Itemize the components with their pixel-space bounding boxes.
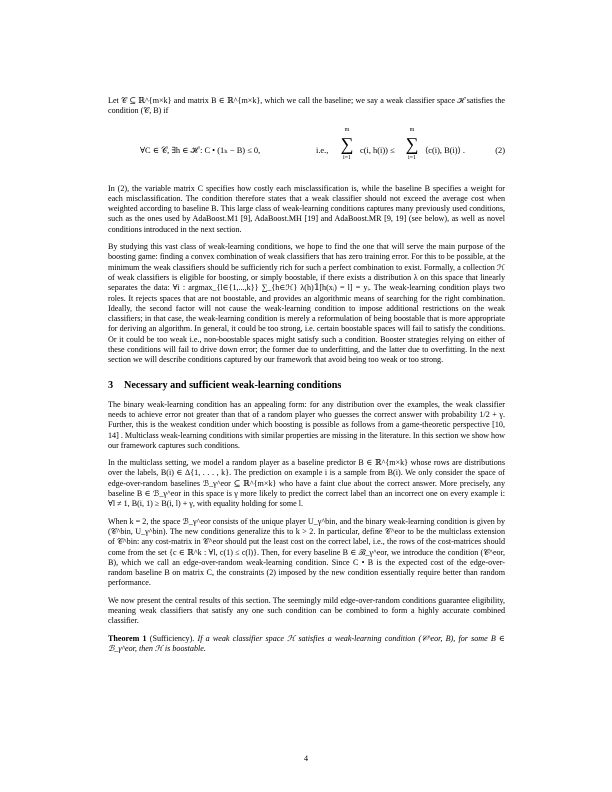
sum-left-top: m	[344, 126, 350, 133]
paragraph-3: The binary weak-learning condition has an appealing form: for any distribution over the examples, the weak classifier needs to achieve error not greater than that of a random player who guesses the correct answer with probability 1/2 + γ. Further, this is the weakest condition under which boosting is possible as follows from a game-theoretic perspective [10, 14] . Multiclass weak-learning conditions with similar properties are missing in the literature. In this section we show how our framework captures such conditions.	[108, 399, 505, 450]
equation-lhs: ∀C ∈ 𝒞, ∃h ∈ ℋ : C • (1ₕ − B) ≤ 0,	[140, 145, 261, 155]
sum-right-top: m	[409, 126, 415, 133]
theorem-name: (Sufficiency).	[149, 633, 195, 643]
theorem-text: If a weak classifier space ℋ satisfies a weak-learning condition (𝒞^eor, B), for some B ∈ ℬ_γ^eor, then ℋ is boostable.	[108, 633, 506, 653]
paragraph-5: When k = 2, the space ℬ_γ^eor consists of the unique player U_γ^bin, and the binary weak-learning condition is given by (𝒞^bin, U_γ^bin). The new conditions generalize this to k > 2. In particular, define 𝒞^eor to be the multiclass extension of 𝒞^bin: any cost-matrix in 𝒞^eor should put the least cost on the correct label, i.e., the rows of the cost-matrices should come from the set {c ∈ ℝ^k : ∀l, c(1) ≤ c(l)}. Then, for every baseline B ∈ ℬ_γ^eor, we introduce the condition (𝒞^eor, B), which we call an edge-over-random weak-learning condition. Since C • B is the expected cost of the edge-over-random baseline B on matrix C, the constraints (2) imposed by the new condition essentially require better than random performance.	[108, 516, 505, 588]
theorem-label: Theorem 1	[108, 633, 147, 643]
equation-term-left: c(i, h(i)) ≤	[360, 145, 395, 155]
sum-right-bottom: i=1	[407, 154, 417, 161]
equation-2	[108, 124, 505, 178]
page-number: 4	[303, 754, 309, 763]
equation-sum-right	[401, 126, 423, 162]
equation-term-right: ⟨c(i), B(i)⟩ .	[425, 145, 466, 155]
paragraph-2: By studying this vast class of weak-learning conditions, we hope to find the one that will serve the main purpose of the boosting game: finding a convex combination of weak classifiers that has zero training error. For this to be possible, at the minimum the weak classifiers should be sufficiently rich for such a perfect combination to exist. Formally, a collection ℋ of weak classifiers is eligible for boosting, or simply boostable, if there exists a distribution λ on this space that linearly separates the data: ∀i : argmax_{l∈{1,...,k}} ∑_{h∈ℋ} λ(h)𝟙[h(xᵢ) = l] = yᵢ. The weak-learning condition plays two roles. It rejects spaces that are not boostable, and provides an algorithmic means of searching for the right combination. Ideally, the second factor will not cause the weak-learning condition to impose additional restrictions on the weak classifiers; in that case, the weak-learning condition is merely a reformulation of being boostable that is more appropriate for deriving an algorithm. In general, it could be too strong, i.e. certain boostable spaces will fail to satisfy the conditions. Or it could be too weak i.e., non-boostable spaces might satisfy such a condition. Booster strategies relying on either of these conditions will fail to drive down error; the former due to underfitting, and the latter due to overfitting. In the next section we will describe conditions captured by our framework that avoid being too weak or too strong.	[108, 242, 505, 365]
equation-number: (2)	[495, 145, 505, 155]
section-number: 3	[108, 379, 114, 391]
sum-left-bottom: i=1	[342, 154, 352, 161]
equation-ie: i.e.,	[316, 145, 329, 155]
theorem-1	[108, 634, 505, 655]
paragraph-4: In the multiclass setting, we model a random player as a baseline predictor B ∈ ℝ^{m×k} whose rows are distributions over the labels, B(i) ∈ Δ{1, . . . , k}. The prediction on example i is a sample from B(i). We only consider the space of edge-over-random baselines ℬ_γ^eor ⊆ ℝ^{m×k} who have a faint clue about the correct answer. More precisely, any baseline B ∈ ℬ_γ^eor in this space is γ more likely to predict the correct label than an incorrect one on every example i: ∀l ≠ 1, B(i, 1) ≥ B(i, l) + γ, with equality holding for some l.	[108, 458, 505, 509]
section-title: Necessary and sufficient weak-learning conditions	[124, 379, 342, 391]
paper-page	[108, 96, 505, 661]
intro-paragraph: Let 𝒞 ⊆ ℝ^{m×k} and matrix B ∈ ℝ^{m×k}, which we call the baseline; we say a weak classifier space ℋ satisfies the condition (𝒞, B) if	[108, 96, 505, 116]
section-heading	[108, 380, 505, 392]
sum-left-sigma: ∑	[340, 133, 354, 154]
paragraph-1: In (2), the variable matrix C specifies how costly each misclassification is, while the baseline B specifies a weight for each misclassification. The condition therefore states that a weak classifier should not exceed the average cost when weighted according to baseline B. This large class of weak-learning conditions captures many previously used conditions, such as the ones used by AdaBoost.M1 [9], AdaBoost.MH [19] and AdaBoost.MR [9, 19] (see below), as well as novel conditions introduced in the next section.	[108, 183, 505, 234]
sum-right-sigma: ∑	[405, 133, 419, 154]
paragraph-6: We now present the central results of this section. The seemingly mild edge-over-random conditions guarantee eligibility, meaning weak classifiers that satisfy any one such condition can be combined to form a highly accurate combined classifier.	[108, 595, 505, 626]
equation-sum-left	[336, 126, 358, 162]
